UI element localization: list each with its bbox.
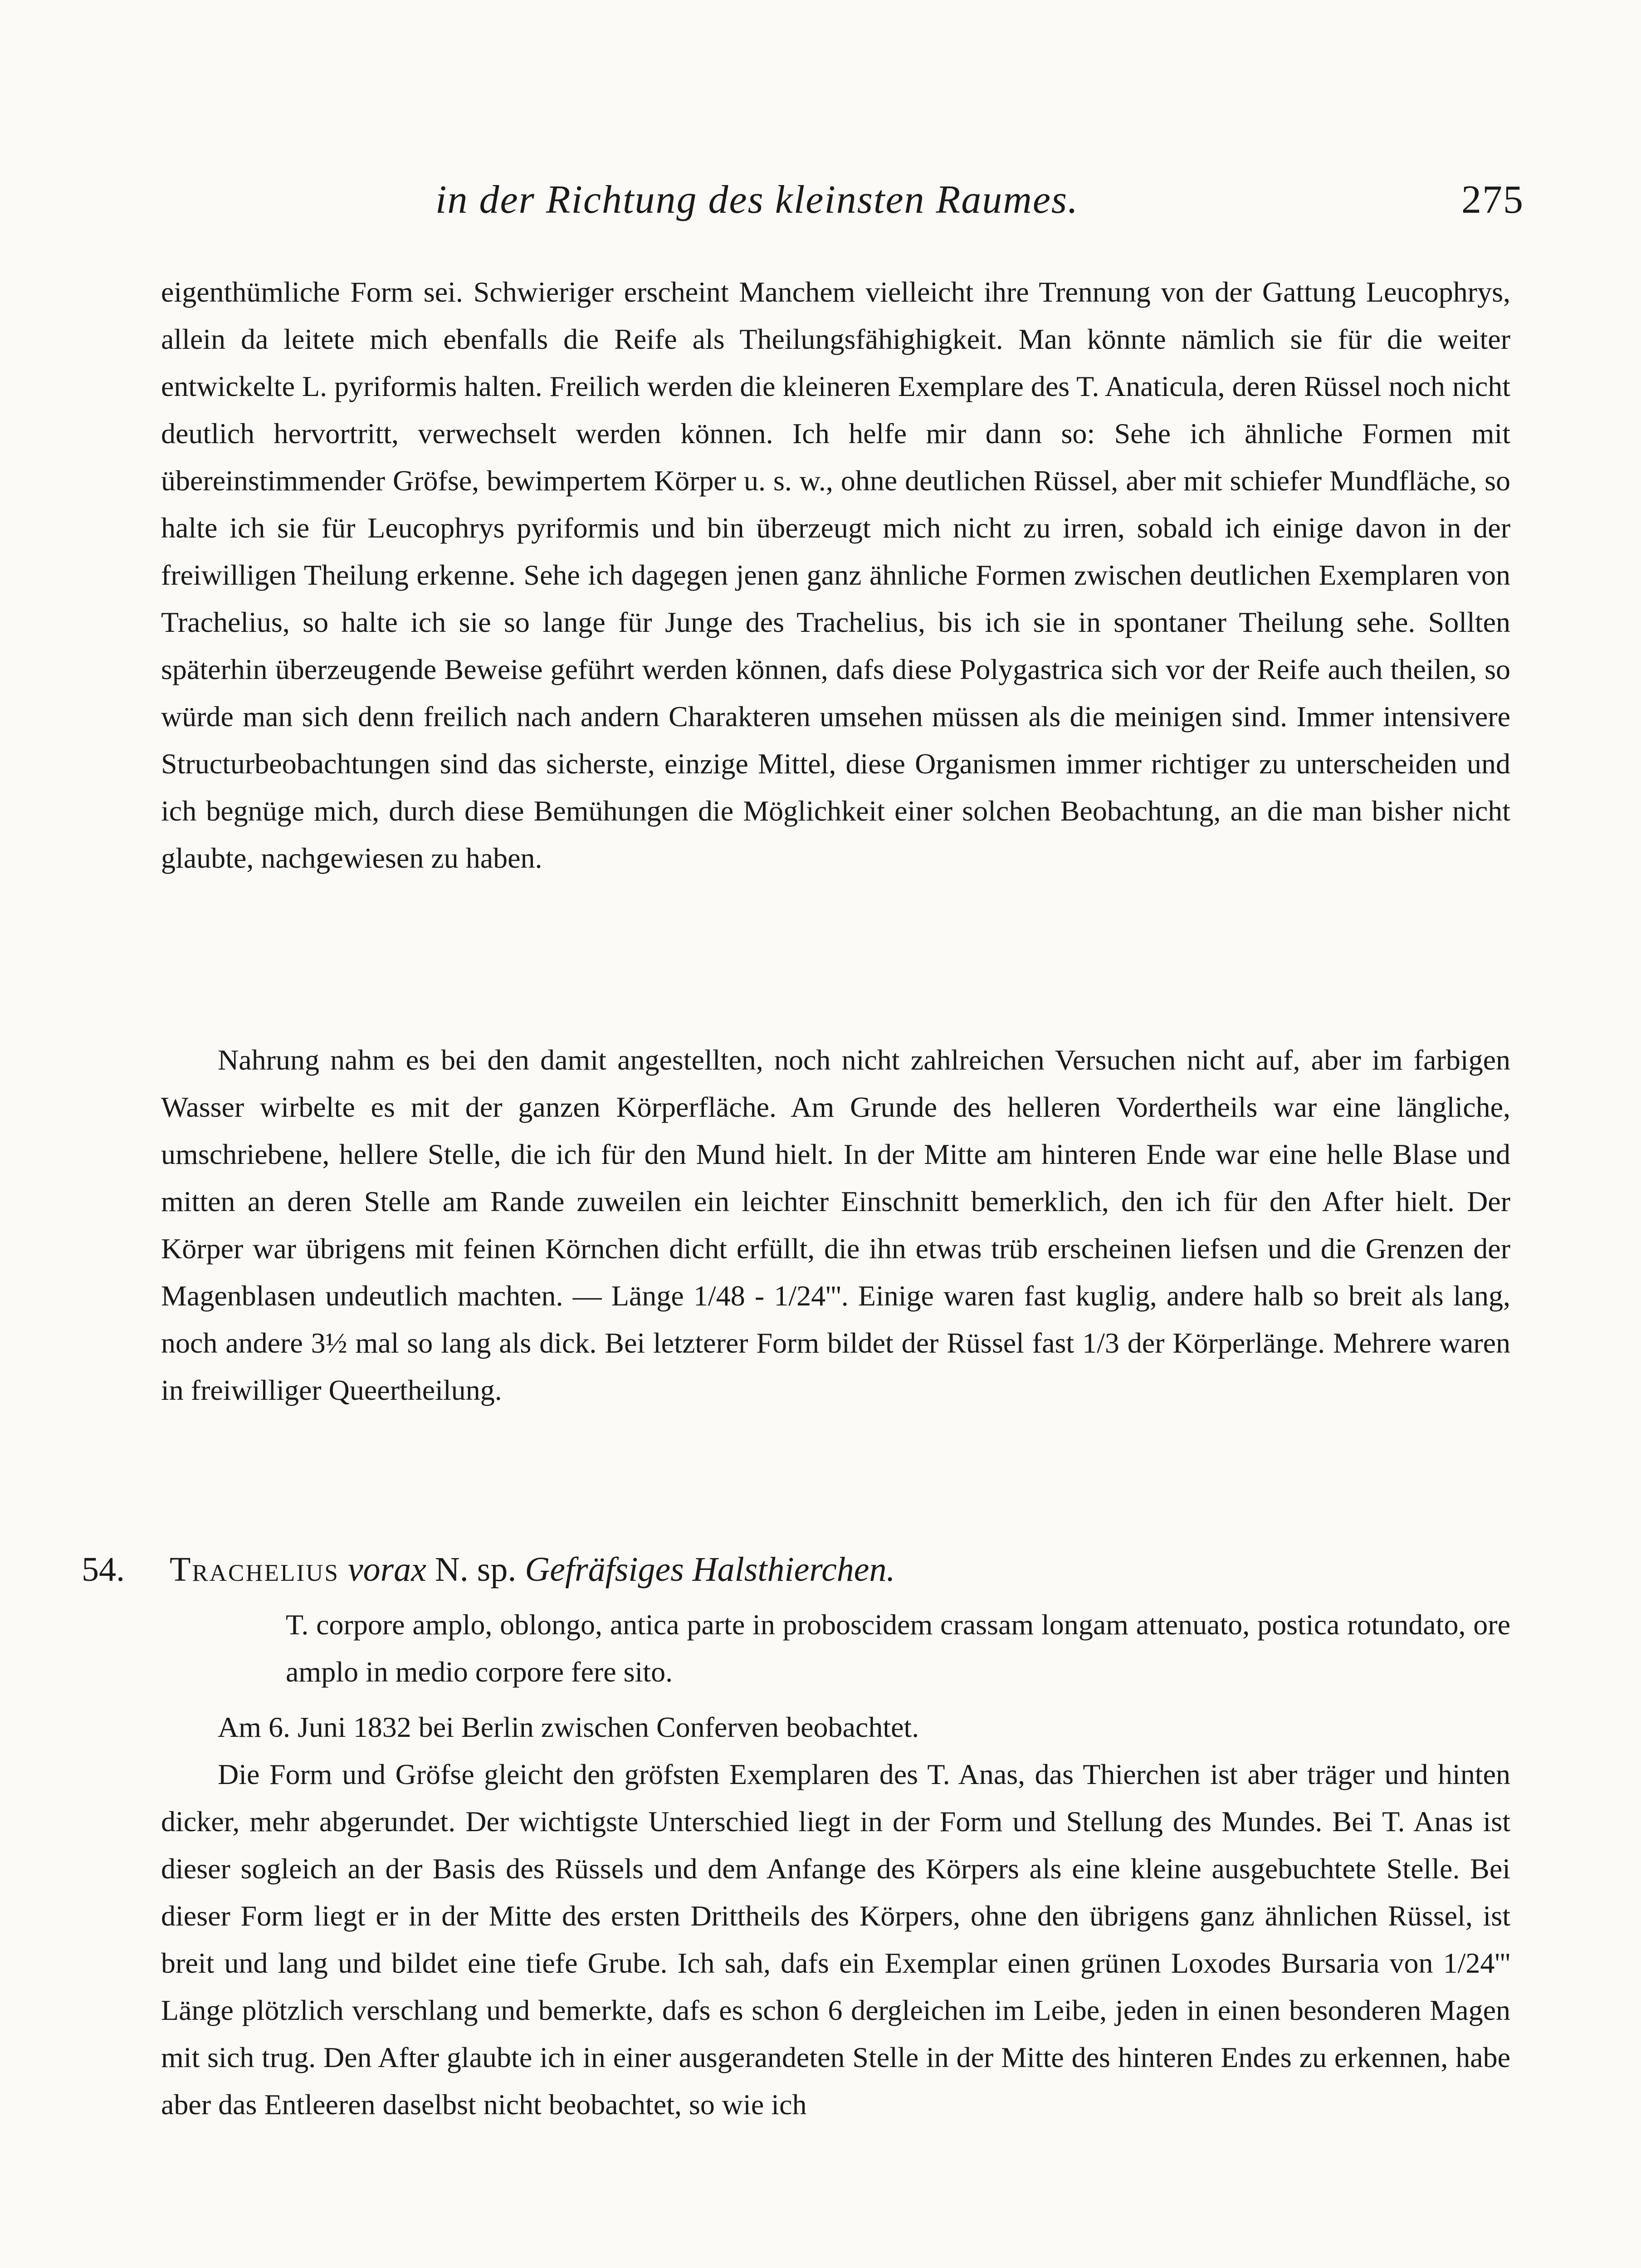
paragraph-3: Am 6. Juni 1832 bei Berlin zwischen Conferven beobachtet. (218, 1711, 919, 1743)
species-abbrev: N. sp. (435, 1550, 517, 1589)
paragraph-1: eigenthümliche Form sei. Schwieriger erscheint Manchem vielleicht ihre Trennung von der Gattung Leucophrys, allein da leitete mich ebenfalls die Reife als Theilungsfähighigkeit. Man könnte nämlich sie für die weiter entwickelte L. pyriformis halten. Freilich werden die kleineren Exemplare des T. Anaticula, deren Rüssel noch nicht deutlich hervortritt, verwechselt werden können. Ich helfe mir dann so: Sehe ich ähnliche Formen mit übereinstimmender Gröfse, bewimpertem Körper u. s. w., ohne deutlichen Rüssel, aber mit schiefer Mundfläche, so halte ich sie für Leucophrys pyriformis und bin überzeugt mich nicht zu irren, sobald ich einige davon in der freiwilligen Theilung erkenne. Sehe ich dagegen jenen ganz ähnliche Formen zwischen deutlichen Exemplaren von Trachelius, so halte ich sie so lange für Junge des Trachelius, bis ich sie in spontaner Theilung sehe. Sollten späterhin überzeugende Beweise geführt werden können, dafs diese Polygastrica sich vor der Reife auch theilen, so würde man sich denn freilich nach andern Charakteren umsehen müssen als die meinigen sind. Immer intensivere Structurbeobachtungen sind das sicherste, einzige Mittel, diese Organismen immer richtiger zu unterscheiden und ich begnüge mich, durch diese Bemühungen die Möglichkeit einer solchen Beobachtung, an die man bisher nicht glaubte, nachgewiesen zu haben. (161, 276, 1510, 874)
common-name: Gefräfsiges Halsthierchen. (525, 1550, 895, 1589)
entry-number: 54. (82, 1550, 125, 1589)
page-number: 275 (1461, 178, 1524, 222)
latin-diagnosis: T. corpore amplo, oblongo, antica parte in proboscidem crassam longam attenuato, postica rotundato, ore amplo in medio corpore fere sito. (286, 1608, 1510, 1688)
genus-name: Trachelius (170, 1550, 339, 1589)
running-title: in der Richtung des kleinsten Raumes. (435, 178, 1079, 222)
paragraph-4: Die Form und Gröfse gleicht den gröfsten Exemplaren des T. Anas, das Thierchen ist aber träger und hinten dicker, mehr abgerundet. Der wichtigste Unterschied liegt in der Form und Stellung des Mundes. Bei T. Anas ist dieser sogleich an der Basis des Rüssels und dem Anfange des Körpers als eine kleine ausgebuchtete Stelle. Bei dieser Form liegt er in der Mitte des ersten Drittheils des Körpers, ohne den übrigens ganz ähnlichen Rüssel, ist breit und lang und bildet eine tiefe Grube. Ich sah, dafs ein Exemplar einen grünen Loxodes Bursaria von 1/24''' Länge plötzlich verschlang und bemerkte, dafs es schon 6 dergleichen im Leibe, jeden in einen besonderen Magen mit sich trug. Den After glaubte ich in einer ausgerandeten Stelle in der Mitte des hinteren Endes zu erkennen, habe aber das Entleeren daselbst nicht beobachtet, so wie ich (161, 1758, 1510, 2121)
paragraph-2: Nahrung nahm es bei den damit angestellten, noch nicht zahlreichen Versuchen nicht auf, aber im farbigen Wasser wirbelte es mit der ganzen Körperfläche. Am Grunde des helleren Vordertheils war eine längliche, umschriebene, hellere Stelle, die ich für den Mund hielt. In der Mitte am hinteren Ende war eine helle Blase und mitten an deren Stelle am Rande zuweilen ein leichter Einschnitt bemerklich, den ich für den After hielt. Der Körper war übrigens mit feinen Körnchen dicht erfüllt, die ihn etwas trüb erscheinen liefsen und die Grenzen der Magenblasen undeutlich machten. — Länge 1/48 - 1/24'''. Einige waren fast kuglig, andere halb so breit als lang, noch andere 3½ mal so lang als dick. Bei letzterer Form bildet der Rüssel fast 1/3 der Körperlänge. Mehrere waren in freiwilliger Queertheilung. (161, 1044, 1510, 1406)
running-header (435, 177, 1524, 245)
species-entry-heading (82, 1545, 1510, 1594)
species-name: vorax (347, 1550, 426, 1589)
